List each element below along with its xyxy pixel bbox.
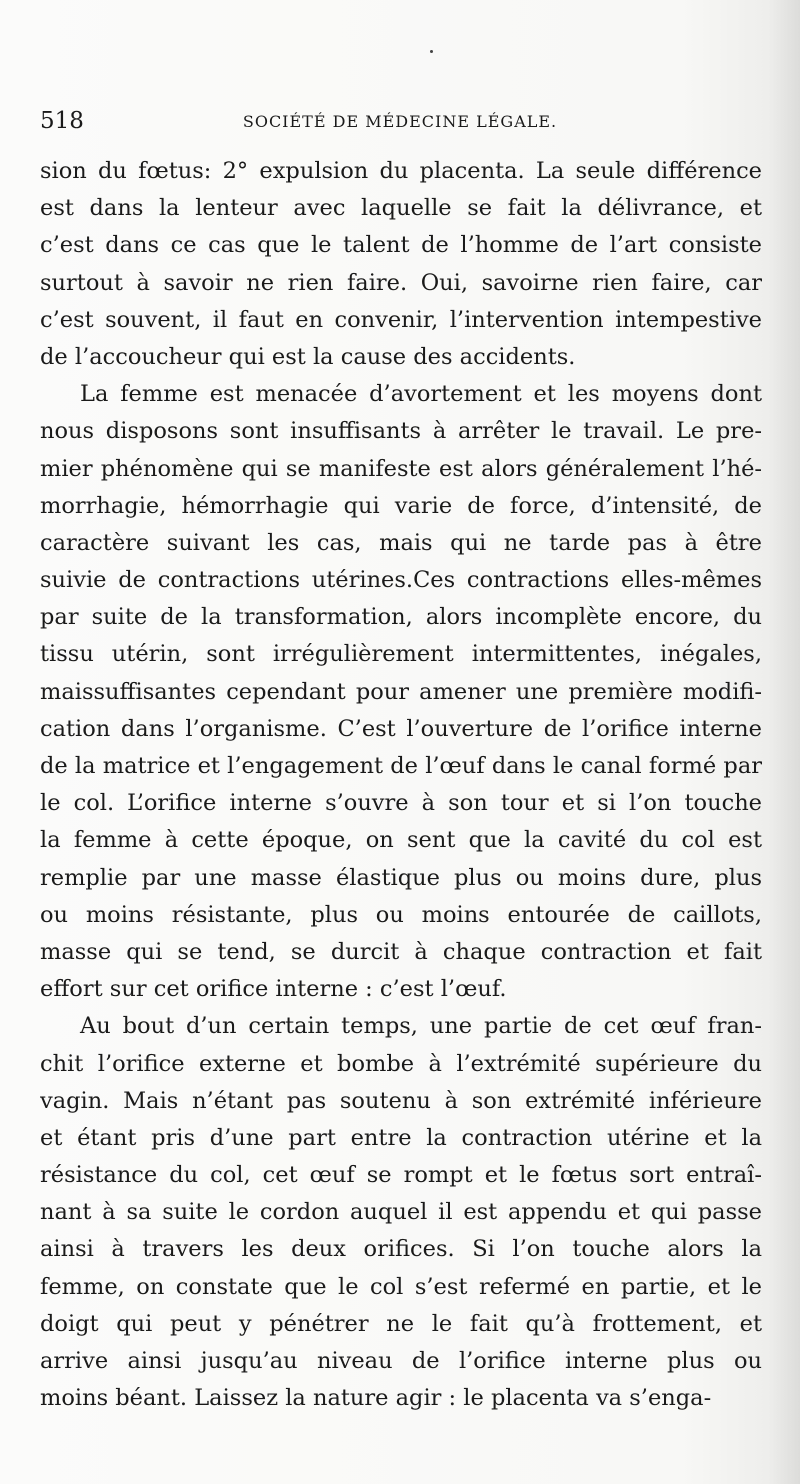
text-line: ou moins résistante, plus ou moins entourée de caillots, xyxy=(40,901,762,928)
text-line: c’est dans ce cas que le talent de l’homme de l’art consiste xyxy=(40,232,762,259)
text-line: caractère suivant les cas, mais qui ne tarde pas à être xyxy=(40,529,762,556)
page-header xyxy=(40,108,760,138)
paragraph xyxy=(40,1008,762,1417)
text-line: est dans la lenteur avec laquelle se fait la délivrance, et xyxy=(40,195,762,222)
text-line: nous disposons sont insuffisants à arrêter le travail. Le pre- xyxy=(40,418,762,445)
text-line: la femme à cette époque, on sent que la cavité du col est xyxy=(40,827,762,854)
paragraph xyxy=(40,376,762,1008)
text-line: par suite de la transformation, alors incomplète encore, du xyxy=(40,604,762,631)
text-line: chit l’orifice externe et bombe à l’extrémité supérieure du xyxy=(40,1050,762,1077)
text-line: nant à sa suite le cordon auquel il est appendu et qui passe xyxy=(40,1199,762,1226)
text-line: de la matrice et l’engagement de l’œuf dans le canal formé par xyxy=(40,753,762,779)
text-line: de l’accoucheur qui est la cause des accidents. xyxy=(40,343,576,370)
text-line: suivie de contractions utérines.Ces contractions elles-mêmes xyxy=(40,567,762,594)
text-line: La femme est menacée d’avortement et les moyens dont xyxy=(80,381,762,408)
text-line: surtout à savoir ne rien faire. Oui, savoirne rien faire, car xyxy=(40,269,762,296)
text-line: morrhagie, hémorrhagie qui varie de force, d’intensité, de xyxy=(40,492,762,519)
text-line: remplie par une masse élastique plus ou moins dure, plus xyxy=(40,864,762,891)
text-line: vagin. Mais n’étant pas soutenu à son extrémité inférieure xyxy=(40,1087,762,1114)
text-line: résistance du col, cet œuf se rompt et le fœtus sort entraî- xyxy=(40,1162,762,1189)
running-head: SOCIÉTÉ DE MÉDECINE LÉGALE. xyxy=(242,112,558,131)
text-line: moins béant. Laissez la nature agir : le placenta va s’enga- xyxy=(40,1385,712,1412)
text-line: effort sur cet orifice interne : c’est l’œuf. xyxy=(40,976,507,1003)
text-line: arrive ainsi jusqu’au niveau de l’orifice interne plus ou xyxy=(40,1348,762,1374)
text-line: maissuffisantes cependant pour amener une première modifi- xyxy=(40,678,762,705)
text-line: masse qui se tend, se durcit à chaque contraction et fait xyxy=(40,938,762,965)
text-line: et étant pris d’une part entre la contraction utérine et la xyxy=(40,1124,762,1151)
text-line: mier phénomène qui se manifeste est alors généralement l’hé- xyxy=(40,455,762,482)
paragraph xyxy=(40,153,762,376)
text-line: Au bout d’un certain temps, une partie de cet œuf fran- xyxy=(80,1013,762,1040)
page-number: 518 xyxy=(40,108,84,134)
body-text xyxy=(40,153,762,1417)
text-line: le col. L’orifice interne s’ouvre à son tour et si l’on touche xyxy=(40,790,762,817)
text-line: c’est souvent, il faut en convenir, l’intervention intempestive xyxy=(40,306,762,333)
text-line: doigt qui peut y pénétrer ne le fait qu’à frottement, et xyxy=(40,1310,762,1337)
print-speck xyxy=(430,50,433,53)
text-line: ainsi à travers les deux orifices. Si l’on touche alors la xyxy=(40,1236,762,1263)
text-line: tissu utérin, sont irrégulièrement intermittentes, inégales, xyxy=(40,641,762,668)
text-line: femme, on constate que le col s’est refermé en partie, et le xyxy=(40,1273,762,1300)
text-line: cation dans l’organisme. C’est l’ouverture de l’orifice interne xyxy=(40,715,762,742)
text-line: sion du fœtus: 2° expulsion du placenta. La seule différence xyxy=(40,158,762,184)
